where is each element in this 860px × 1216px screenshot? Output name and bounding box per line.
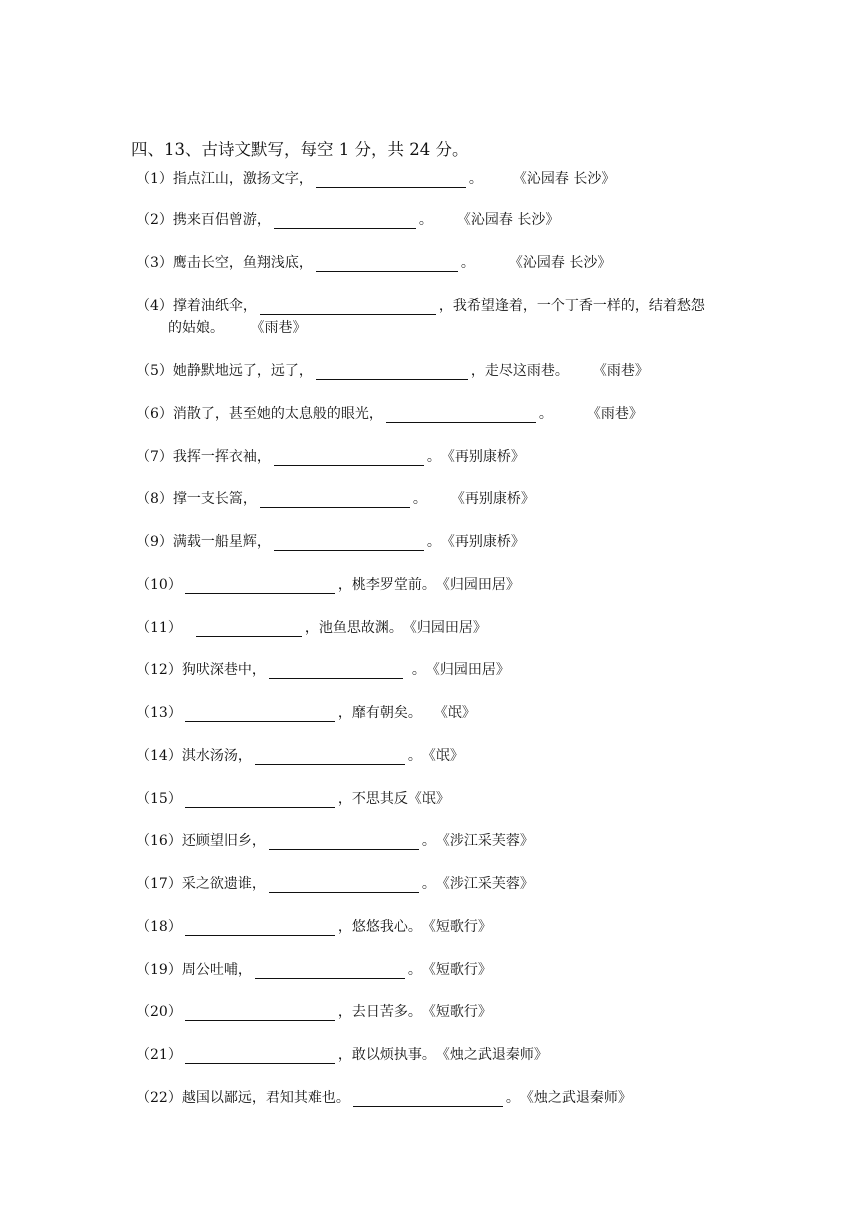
question-suffix: 。 xyxy=(421,876,436,892)
question-suffix: ，池鱼思故渊。 xyxy=(304,620,403,636)
answer-blank[interactable] xyxy=(255,962,405,979)
source-title: 《短歌行》 xyxy=(421,919,492,935)
question-row xyxy=(136,207,559,229)
question-number: （8） xyxy=(136,491,173,507)
question-prefix: 她静默地远了，远了， xyxy=(172,363,313,379)
question-row xyxy=(136,444,525,466)
question-row xyxy=(136,486,535,508)
source-title: 《归园田居》 xyxy=(435,577,520,593)
source-title: 《烛之武退秦师》 xyxy=(519,1090,632,1106)
question-row xyxy=(136,957,492,979)
answer-blank[interactable] xyxy=(185,705,335,722)
question-prefix: 还顾望旧乡， xyxy=(181,833,266,849)
answer-blank[interactable] xyxy=(269,662,403,679)
source-title: 《烛之武退秦师》 xyxy=(435,1047,548,1063)
question-row xyxy=(136,529,525,551)
question-number: （10） xyxy=(136,577,182,593)
question-number: （14） xyxy=(136,748,182,764)
question-row xyxy=(136,615,487,637)
source-title: 《再别康桥》 xyxy=(440,534,525,550)
question-prefix: 周公吐哺， xyxy=(181,962,252,978)
answer-blank[interactable] xyxy=(269,833,419,850)
source-title: 《雨巷》 xyxy=(592,363,649,379)
question-number: （21） xyxy=(136,1047,182,1063)
source-title: 《沁园春 长沙》 xyxy=(508,255,612,271)
question-prefix: 指点江山，激扬文字， xyxy=(172,171,313,187)
answer-blank[interactable] xyxy=(196,620,302,637)
question-suffix: ，不思其反 xyxy=(337,791,408,807)
question-suffix: ，走尽这雨巷。 xyxy=(470,363,569,379)
source-title: 《短歌行》 xyxy=(421,962,492,978)
question-number: （13） xyxy=(136,705,182,721)
question-prefix: 我挥一挥衣袖， xyxy=(172,449,271,465)
question-number: （7） xyxy=(136,449,173,465)
answer-blank[interactable] xyxy=(269,876,419,893)
source-title: 《沁园春 长沙》 xyxy=(456,212,560,228)
question-suffix: 。 xyxy=(468,171,483,187)
question-number: （22） xyxy=(136,1090,182,1106)
source-title: 《雨巷》 xyxy=(250,320,307,336)
question-number: （2） xyxy=(136,212,173,228)
question-row xyxy=(136,358,649,380)
question-suffix: 。 xyxy=(505,1090,520,1106)
question-suffix: ，靡有朝矣。 xyxy=(337,705,422,721)
question-prefix: 狗吠深巷中， xyxy=(181,662,266,678)
question-number: （11） xyxy=(136,620,182,636)
source-title: 《沁园春 长沙》 xyxy=(512,171,616,187)
question-prefix: 淇水汤汤， xyxy=(181,748,252,764)
question-number: （17） xyxy=(136,876,182,892)
question-suffix: 。 xyxy=(407,748,422,764)
question-suffix: ，悠悠我心。 xyxy=(337,919,422,935)
source-title: 《涉江采芙蓉》 xyxy=(435,833,534,849)
source-title: 《雨巷》 xyxy=(586,406,643,422)
question-suffix: ，敢以烦执事。 xyxy=(337,1047,436,1063)
question-number: （19） xyxy=(136,962,182,978)
answer-blank[interactable] xyxy=(316,171,466,188)
question-number: （6） xyxy=(136,406,173,422)
question-number: （12） xyxy=(136,662,182,678)
question-prefix: 撑一支长篙， xyxy=(172,491,257,507)
question-continuation-text: 的姑娘。 xyxy=(168,320,224,336)
question-number: （18） xyxy=(136,919,182,935)
source-title: 《归园田居》 xyxy=(425,662,510,678)
question-suffix: ，桃李罗堂前。 xyxy=(337,577,436,593)
answer-blank[interactable] xyxy=(316,363,468,380)
answer-blank[interactable] xyxy=(185,1004,335,1021)
question-row xyxy=(136,166,615,188)
answer-blank[interactable] xyxy=(185,1047,335,1064)
question-prefix: 鹰击长空，鱼翔浅底， xyxy=(172,255,313,271)
question-number: （3） xyxy=(136,255,173,271)
answer-blank[interactable] xyxy=(274,534,424,551)
question-prefix: 撑着油纸伞， xyxy=(172,298,257,314)
question-row xyxy=(136,786,450,808)
answer-blank[interactable] xyxy=(185,577,335,594)
question-row xyxy=(136,828,534,850)
question-continuation xyxy=(168,317,306,337)
question-suffix: 。 xyxy=(421,833,436,849)
source-title: 《归园田居》 xyxy=(402,620,487,636)
question-suffix: ，我希望逢着，一个丁香一样的，结着愁怨 xyxy=(438,298,705,314)
answer-blank[interactable] xyxy=(274,212,416,229)
answer-blank[interactable] xyxy=(185,791,335,808)
question-suffix: 。 xyxy=(418,212,433,228)
answer-blank[interactable] xyxy=(316,255,458,272)
answer-blank[interactable] xyxy=(260,491,410,508)
question-row xyxy=(136,999,492,1021)
question-number: （15） xyxy=(136,791,182,807)
answer-blank[interactable] xyxy=(260,298,436,315)
question-number: （16） xyxy=(136,833,182,849)
answer-blank[interactable] xyxy=(386,406,536,423)
source-title: 《氓》 xyxy=(421,748,464,764)
question-row xyxy=(136,700,476,722)
question-row xyxy=(136,871,534,893)
question-row xyxy=(136,401,643,423)
answer-blank[interactable] xyxy=(353,1090,503,1107)
answer-blank[interactable] xyxy=(185,919,335,936)
question-row xyxy=(136,572,520,594)
question-prefix: 采之欲遗谁， xyxy=(181,876,266,892)
source-title: 《涉江采芙蓉》 xyxy=(435,876,534,892)
question-suffix: 。 xyxy=(407,962,422,978)
question-row xyxy=(136,293,705,315)
question-number: （1） xyxy=(136,171,173,187)
question-suffix: 。 xyxy=(412,491,427,507)
question-number: （4） xyxy=(136,298,173,314)
answer-blank[interactable] xyxy=(255,748,405,765)
question-suffix: 。 xyxy=(460,255,475,271)
source-title: 《氓》 xyxy=(433,705,476,721)
question-suffix: 。 xyxy=(411,662,426,678)
question-number: （20） xyxy=(136,1004,182,1020)
question-row xyxy=(136,1042,548,1064)
question-number: （5） xyxy=(136,363,173,379)
question-suffix: ，去日苦多。 xyxy=(337,1004,422,1020)
question-prefix: 越国以鄙远，君知其难也。 xyxy=(181,1090,350,1106)
question-prefix: 携来百侣曾游， xyxy=(172,212,271,228)
source-title: 《氓》 xyxy=(407,791,450,807)
section-title: 四、13、古诗文默写，每空 1 分，共 24 分。 xyxy=(131,140,469,159)
question-suffix: 。 xyxy=(426,534,441,550)
question-suffix: 。 xyxy=(426,449,441,465)
source-title: 《再别康桥》 xyxy=(450,491,535,507)
question-number: （9） xyxy=(136,534,173,550)
answer-blank[interactable] xyxy=(274,449,424,466)
source-title: 《再别康桥》 xyxy=(440,449,525,465)
question-prefix: 消散了，甚至她的太息般的眼光， xyxy=(172,406,383,422)
question-row xyxy=(136,914,492,936)
question-row xyxy=(136,1085,632,1107)
question-row xyxy=(136,743,464,765)
question-row xyxy=(136,657,510,679)
question-suffix: 。 xyxy=(538,406,553,422)
question-prefix: 满载一船星辉， xyxy=(172,534,271,550)
source-title: 《短歌行》 xyxy=(421,1004,492,1020)
question-row xyxy=(136,250,611,272)
